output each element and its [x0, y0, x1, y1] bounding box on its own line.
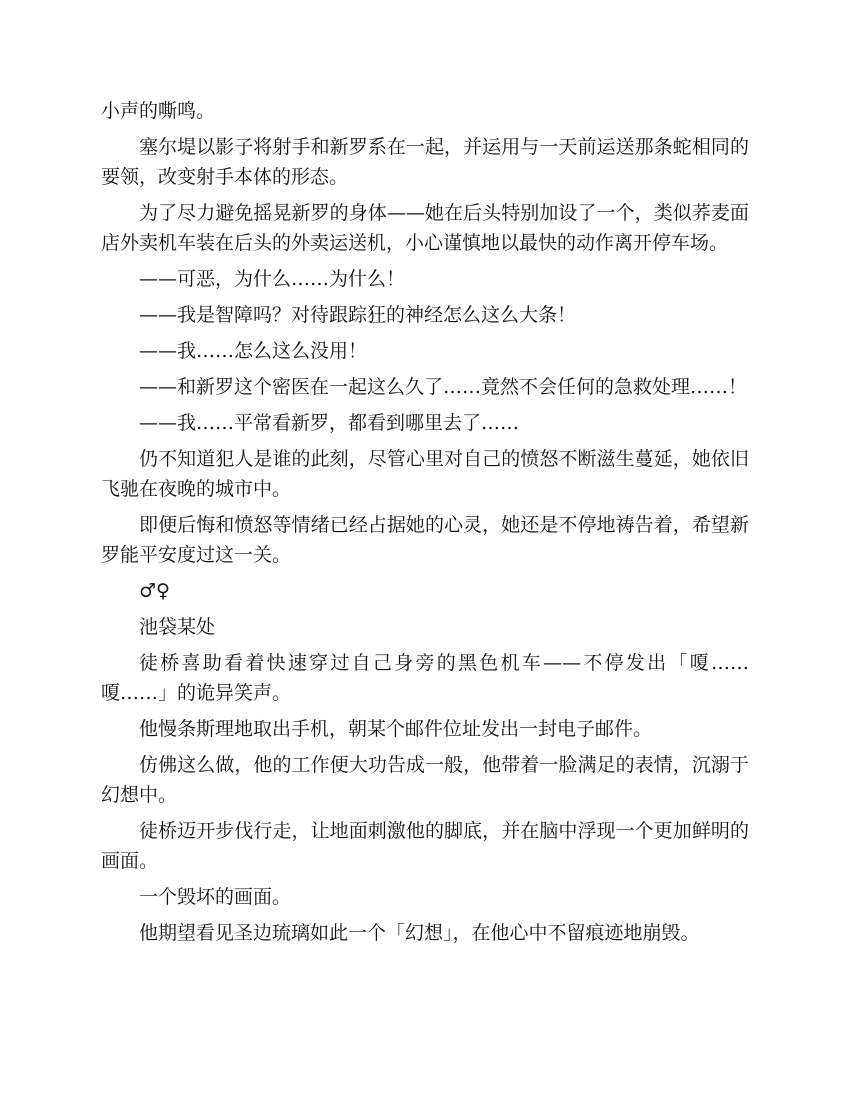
paragraph: 他慢条斯理地取出手机，朝某个邮件位址发出一封电子邮件。 — [139, 718, 653, 740]
paragraph: 塞尔堤以影子将射手和新罗系在一起，并运用与一天前运送那条蛇相同的要领，改变射手本体的形态。 — [101, 136, 749, 188]
paragraph: 徒桥迈开步伐行走，让地面刺激他的脚底，并在脑中浮现一个更加鲜明的画面。 — [101, 820, 749, 872]
paragraph: 仿佛这么做，他的工作便大功告成一般，他带着一脸满足的表情，沉溺于幻想中。 — [101, 754, 749, 806]
scene-location-heading: 池袋某处 — [139, 616, 216, 638]
paragraph: 仍不知道犯人是谁的此刻，尽管心里对自己的愤怒不断滋生蔓延，她依旧飞驰在夜晚的城市中。 — [101, 448, 749, 500]
paragraph: ——我……平常看新罗，都看到哪里去了…… — [139, 412, 520, 434]
paragraph: 徒桥喜助看着快速穿过自己身旁的黑色机车——不停发出「嗄……嗄……」的诡异笑声。 — [101, 652, 749, 704]
paragraph: 他期望看见圣边琉璃如此一个「幻想」，在他心中不留痕迹地崩毁。 — [139, 922, 700, 944]
paragraph: 为了尽力避免摇晃新罗的身体——她在后头特别加设了一个，类似荞麦面店外卖机车装在后头的外卖运送机，小心谨慎地以最快的动作离开停车场。 — [101, 202, 749, 254]
document-page — [101, 96, 749, 954]
scene-break-symbol: ♂♀ — [139, 580, 170, 602]
paragraph: 小声的嘶鸣。 — [101, 100, 216, 122]
paragraph: ——我……怎么这么没用！ — [139, 340, 368, 362]
paragraph: 即便后悔和愤怒等情绪已经占据她的心灵，她还是不停地祷告着，希望新罗能平安度过这一关。 — [101, 514, 749, 566]
paragraph: 一个毁坏的画面。 — [139, 886, 292, 908]
paragraph: ——我是智障吗？对待跟踪狂的神经怎么这么大条！ — [139, 304, 577, 326]
paragraph: ——可恶，为什么……为什么！ — [139, 268, 406, 290]
paragraph: ——和新罗这个密医在一起这么久了……竟然不会任何的急救处理……！ — [139, 376, 748, 398]
